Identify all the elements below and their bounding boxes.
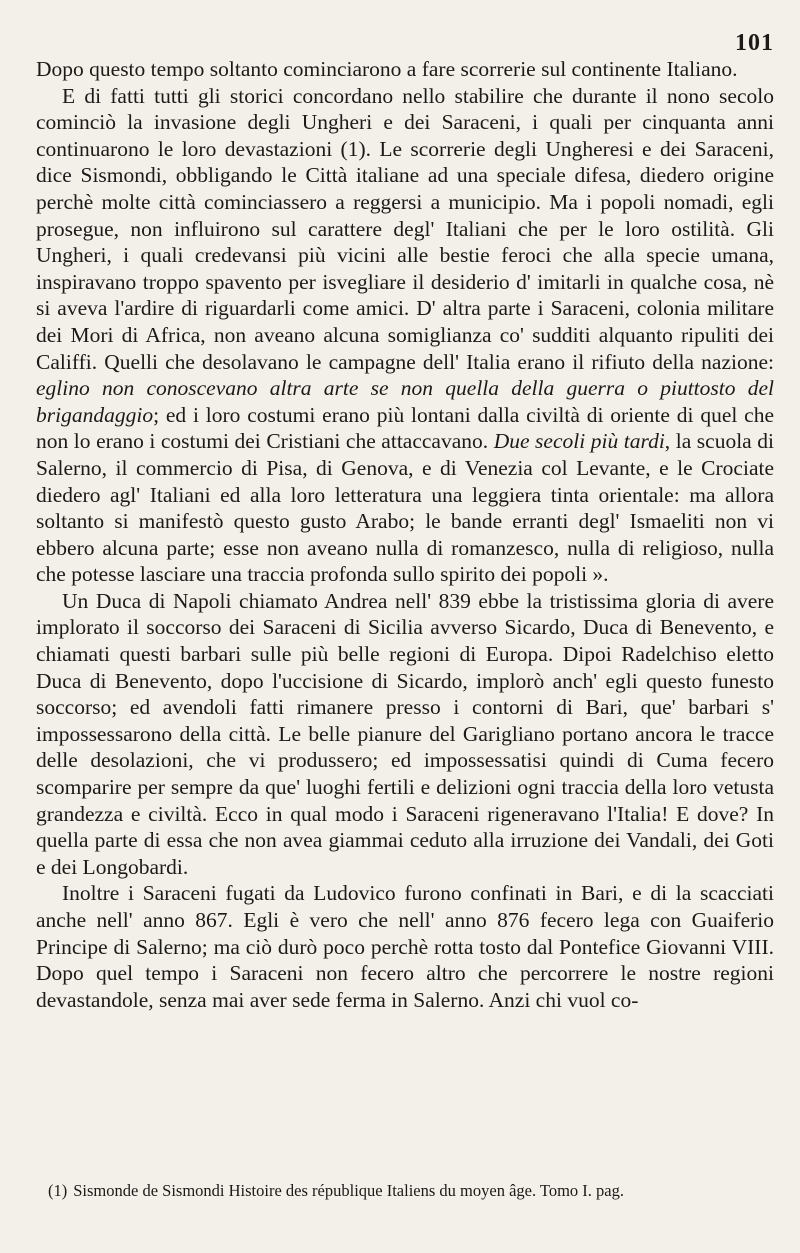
page-number: 101 <box>735 30 774 56</box>
paragraph-text: ; ed i loro costumi erano più lontani dalla civiltà di oriente di quel che non lo erano i costumi dei Cristiani che attaccavano. <box>36 402 774 454</box>
paragraph <box>36 880 774 1013</box>
italic-text: eglino non conoscevano altra arte se non quella della guerra o piuttosto del brigandaggio <box>36 376 774 427</box>
paragraph-text: , la scuola di Salerno, il commercio di Pisa, di Genova, e di Venezia col Levante, e le Crociate diedero agl' Italiani ed alla loro letteratura una leggiera tinta orientale: ma allora soltanto si manifestò questo gusto Arabo; le bande erranti degl' Ismaeliti non vi ebbero alcuna parte; esse non aveano nulla di romanzesco, nulla di religioso, nulla che potesse lasciare una traccia profonda sullo spirito dei popoli ». <box>36 429 774 587</box>
footnote-marker: (1) <box>48 1181 68 1200</box>
paragraph <box>36 56 774 83</box>
paragraph <box>36 588 774 881</box>
paragraph-text: Inoltre i Saraceni fugati da Ludovico furono confinati in Bari, e di la scacciati anche nell' anno 867. Egli è vero che nell' anno 876 fecero lega con Guaiferio Principe di Salerno; ma ciò durò poco perchè rotta tosto dal Pontefice Giovanni VIII. Dopo quel tempo i Saraceni non fecero altro che percorrere le nostre regioni devastandole, senza mai aver sede ferma in Salerno. Anzi chi vuol co- <box>36 881 774 1012</box>
paragraph-text: E di fatti tutti gli storici concordano nello stabilire che durante il nono secolo cominciò la invasione degli Ungheri e dei Saraceni, i quali per cinquanta anni continuarono le loro devastazioni (1). Le scorrerie degli Ungheresi e dei Saraceni, dice Sismondi, obbligando le Città italiane ad una speciale difesa, diedero origine perchè molte città cominciassero a reggersi a municipio. Ma i popoli nomadi, egli prosegue, non influirono sul carattere degl' Italiani che per le loro ostilità. Gli Ungheri, i quali credevansi più vicini alle bestie feroci che alla specie umana, inspiravano troppo spavento per isvegliare il desiderio d' imitarli in qualche cosa, nè si aveva l'ardire di riguardarli come amici. D' altra parte i Saraceni, colonia militare dei Mori di Africa, non aveano alcuna somiglianza co' sudditi alquanto ripuliti dei Califfi. Quelli che desolavano le campagne dell' Italia erano il rifiuto della nazione: <box>36 83 774 374</box>
paragraph-text: Dopo questo tempo soltanto cominciarono a fare scorrerie sul continente Italiano. <box>36 57 738 81</box>
body-text <box>36 56 774 1013</box>
footnote <box>48 1180 774 1202</box>
paragraph-text: Un Duca di Napoli chiamato Andrea nell' 839 ebbe la tristissima gloria di avere implorato il soccorso dei Saraceni di Sicilia avverso Sicardo, Duca di Benevento, e chiamati questi barbari sulle più belle regioni di Europa. Dipoi Radelchiso eletto Duca di Benevento, dopo l'uccisione di Sicardo, implorò anch' egli questo funesto soccorso; ed avendoli fatti rimanere presso i contorni di Bari, que' barbari s' impossessarono della città. Le belle pianure del Garigliano portano ancora le tracce delle desolazioni, che vi produssero; ed impossessatisi quindi di Cuma fecero scomparire per sempre da que' luoghi fertili e delizioni ogni traccia della loro vetusta grandezza e civiltà. Ecco in qual modo i Saraceni rigeneravano l'Italia! E dove? In quella parte di essa che non avea giammai ceduto alla irruzione dei Vandali, dei Goti e dei Longobardi. <box>36 588 774 879</box>
footnote-text: Sismonde de Sismondi Histoire des république Italiens du moyen âge. Tomo I. pag. <box>73 1181 625 1200</box>
italic-text: Due secoli più tardi <box>493 429 665 454</box>
paragraph <box>36 83 774 588</box>
